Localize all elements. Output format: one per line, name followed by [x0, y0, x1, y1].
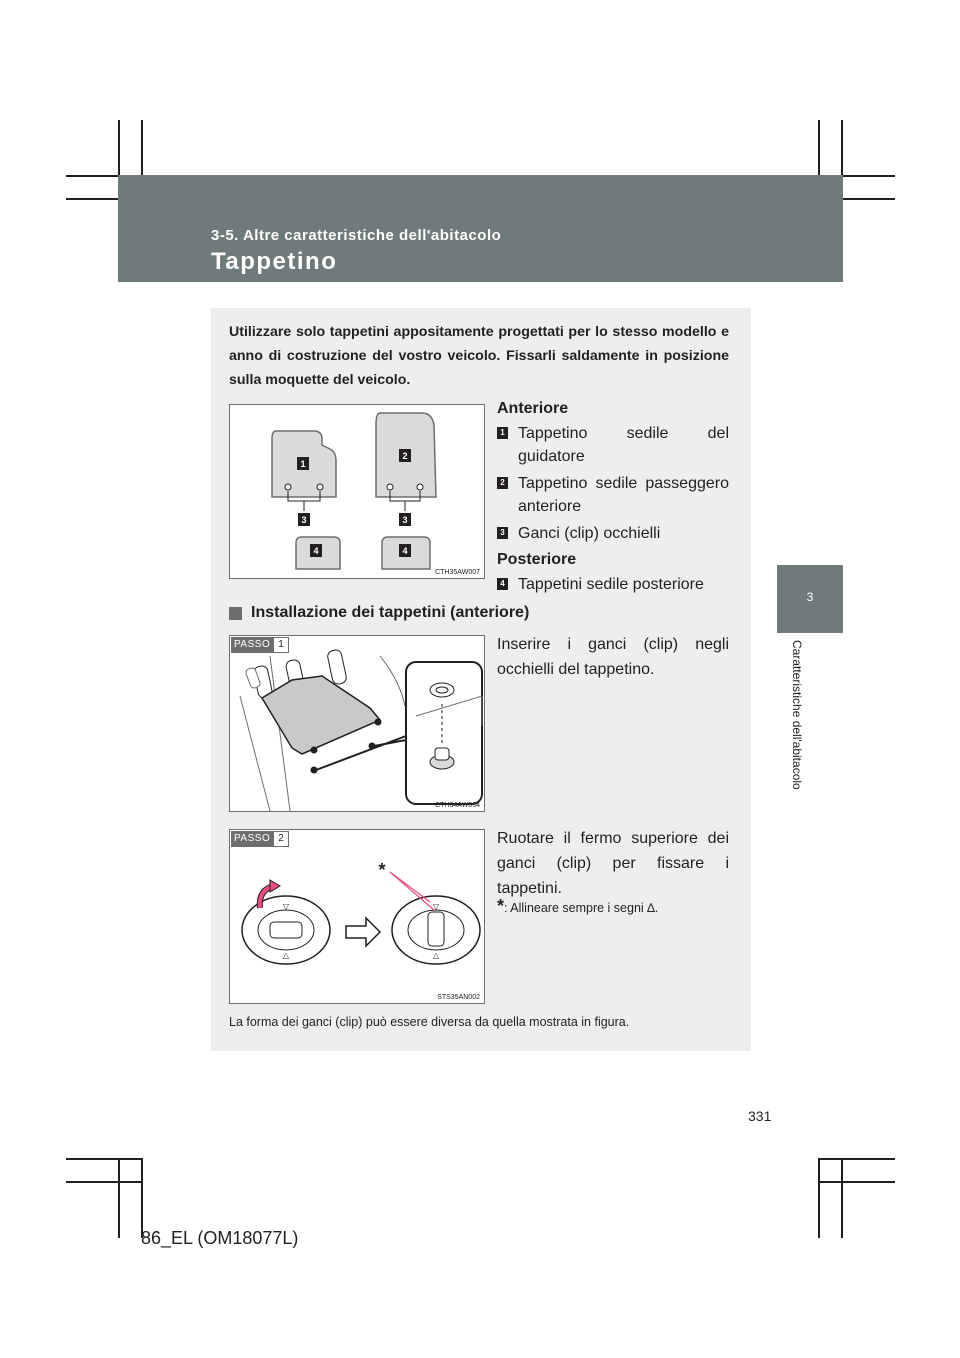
chapter-number: 3: [806, 590, 814, 604]
mats-legend: [497, 400, 729, 596]
crop-mark: [118, 1158, 120, 1238]
crop-mark: [141, 1158, 143, 1238]
note-text: : Allineare sempre i segni ∆.: [504, 901, 659, 915]
chapter-tab: [777, 565, 843, 633]
callout-number: 3: [402, 515, 408, 525]
callout-number: 3: [301, 515, 307, 525]
step2-badge: [231, 831, 289, 847]
callout-number: 2: [402, 451, 408, 461]
step2-text: Ruotare il fermo superiore dei ganci (clip) per fissare i tappetini.: [497, 830, 729, 897]
legend-text: Tappetino sedile del guidatore: [518, 425, 729, 465]
legend-text: Tappetini sedile posteriore: [518, 576, 704, 593]
step2-illustration: [230, 830, 484, 1003]
crop-mark: [818, 1158, 820, 1238]
step1-figure: [229, 635, 485, 812]
step-number: 1: [273, 637, 289, 653]
rear-heading: Posteriore: [497, 551, 577, 568]
step-word: PASSO: [231, 831, 273, 847]
crop-mark: [818, 1158, 895, 1160]
legend-item: [497, 472, 729, 518]
front-heading: Anteriore: [497, 400, 569, 417]
crop-mark: [66, 1181, 143, 1183]
crop-mark: [841, 1158, 843, 1238]
crop-mark: [818, 1181, 895, 1183]
footnote: La forma dei ganci (clip) può essere diversa da quella mostrata in figura.: [229, 1015, 630, 1029]
step-number: 2: [273, 831, 289, 847]
page-number: 331: [748, 1108, 772, 1124]
figure-code: STS35AN002: [437, 994, 480, 1001]
step2-figure: [229, 829, 485, 1004]
number-badge: 3: [497, 527, 508, 539]
note-asterisk: *: [497, 896, 505, 916]
callout-number: 4: [402, 546, 408, 556]
document-code: 86_EL (OM18077L): [141, 1228, 299, 1248]
legend-text: Tappetino sedile passeggero anteriore: [518, 475, 729, 515]
alignment-note: [497, 896, 729, 917]
crop-mark: [66, 1158, 143, 1160]
legend-item: [497, 522, 729, 545]
square-bullet-icon: [229, 607, 242, 620]
step1-text: Inserire i ganci (clip) negli occhielli del tappetino.: [497, 636, 729, 678]
chapter-caption: Caratteristiche dell'abitacolo: [790, 640, 804, 790]
number-badge: 2: [497, 477, 508, 489]
asterisk-marker: *: [378, 860, 386, 880]
number-badge: 1: [497, 427, 508, 439]
page-title: Tappetino: [211, 248, 338, 275]
section-label: 3-5. Altre caratteristiche dell'abitacolo: [211, 227, 502, 244]
intro-text: Utilizzare solo tappetini appositamente progettati per lo stesso modello e anno di costruzione del vostro veicolo. Fissarli saldamente in posizione sulla moquette del veicolo.: [229, 324, 729, 388]
legend-item: [497, 573, 729, 596]
callout-number: 4: [313, 546, 319, 556]
mats-diagram: [230, 405, 484, 578]
legend-item: [497, 422, 729, 468]
svg-text:▽: ▽: [432, 902, 440, 911]
installation-heading: [229, 604, 529, 622]
callout-number: 1: [300, 459, 306, 469]
svg-text:▽: ▽: [282, 902, 290, 911]
step1-badge: [231, 637, 289, 653]
figure-code: CTH35AW007: [435, 569, 480, 576]
svg-text:△: △: [432, 951, 440, 960]
installation-heading-text: Installazione dei tappetini (anteriore): [251, 604, 530, 621]
step1-illustration: [230, 636, 484, 811]
mats-overview-figure: [229, 404, 485, 579]
legend-text: Ganci (clip) occhielli: [518, 525, 661, 542]
svg-text:△: △: [282, 951, 290, 960]
step-word: PASSO: [231, 637, 273, 653]
figure-code: CTH34AW034: [435, 802, 480, 809]
number-badge: 4: [497, 578, 508, 590]
